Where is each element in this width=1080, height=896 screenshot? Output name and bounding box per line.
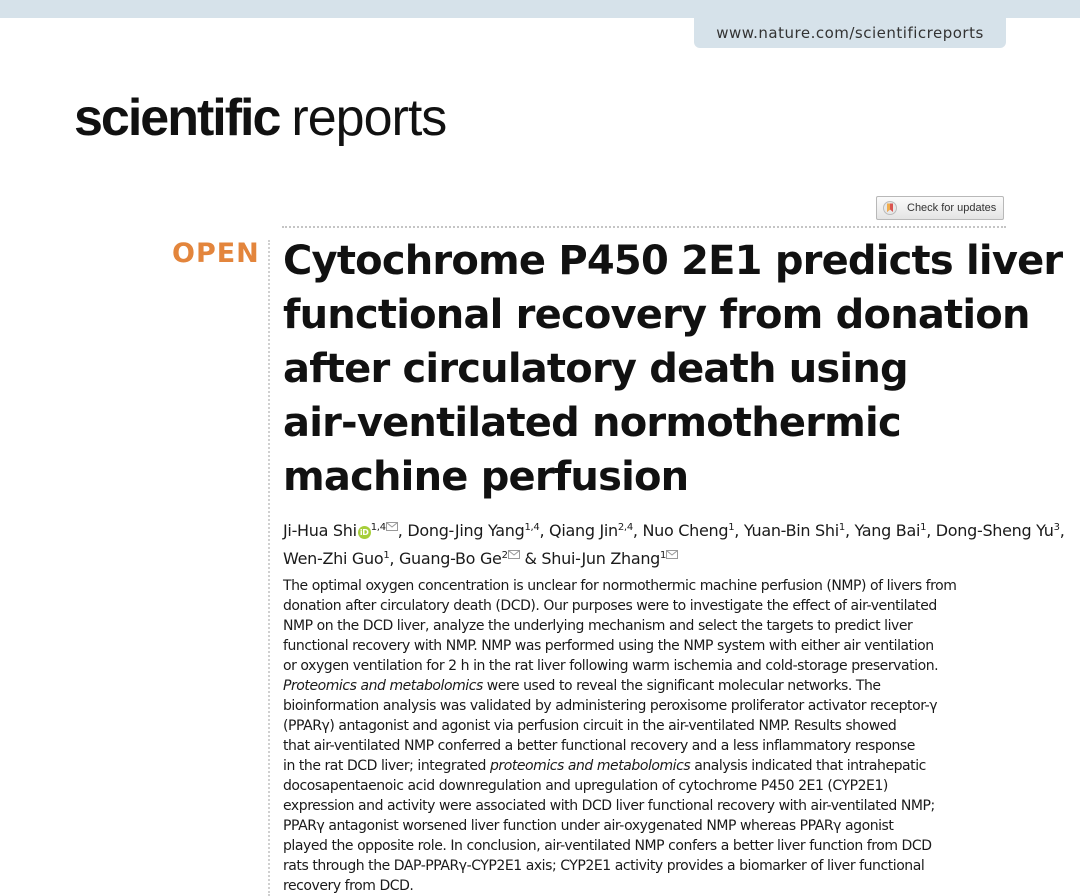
author-name: Wen-Zhi Guo xyxy=(283,548,384,568)
abstract-text: (PPARγ) antagonist and agonist via perfusion circuit in the air-ventilated NMP. Results showed xyxy=(283,718,897,734)
journal-logo xyxy=(74,88,446,148)
abstract-text: functional recovery with NMP. NMP was performed using the NMP system with either air ventilation xyxy=(283,638,934,654)
email-icon[interactable] xyxy=(508,543,520,552)
abstract-line xyxy=(283,816,1023,836)
abstract xyxy=(283,576,1023,896)
check-for-updates-button[interactable] xyxy=(876,196,1004,220)
title-line: functional recovery from donation xyxy=(283,292,1030,338)
author-line: Wen-Zhi Guo$^1$, Guang-Bo Ge$^2$ & Shui-Jun Zhang$^1$ xyxy=(283,543,1023,571)
abstract-italic-text: proteomics and metabolomics xyxy=(489,758,691,774)
author-name: Yuan-Bin Shi xyxy=(743,521,839,540)
author-affiliation: 1 xyxy=(920,522,927,533)
abstract-text: docosapentaenoic acid downregulation and upregulation of cytochrome P450 2E1 (CYP2E1) xyxy=(283,778,888,794)
abstract-line xyxy=(283,676,1023,696)
author-affiliation: 1 xyxy=(838,522,845,533)
abstract-line xyxy=(283,576,1023,596)
abstract-text: analysis indicated that intrahepatic xyxy=(690,758,926,774)
abstract-line xyxy=(283,796,1023,816)
author[interactable] xyxy=(283,521,398,540)
title-line: Cytochrome P450 2E1 predicts liver xyxy=(283,238,1063,284)
author-name: Guang-Bo Ge xyxy=(398,548,502,568)
author[interactable] xyxy=(549,521,633,540)
article-title xyxy=(283,234,1063,504)
author-name: Nuo Cheng xyxy=(642,521,729,540)
abstract-line xyxy=(283,776,1023,796)
abstract-line xyxy=(283,856,1023,876)
abstract-line xyxy=(283,616,1023,636)
author-name: Dong-Sheng Yu xyxy=(935,521,1054,540)
left-margin-divider xyxy=(268,240,270,896)
abstract-line xyxy=(283,716,1023,736)
email-icon[interactable] xyxy=(386,515,398,524)
author[interactable] xyxy=(936,521,1060,540)
abstract-line xyxy=(283,636,1023,656)
abstract-italic-text: Proteomics and metabolomics xyxy=(283,678,483,694)
author[interactable] xyxy=(407,521,539,540)
abstract-line xyxy=(283,756,1023,776)
crossmark-icon xyxy=(883,201,897,215)
author-name: Ji-Hua Shi xyxy=(283,521,357,540)
author-name: Qiang Jin xyxy=(549,521,618,540)
abstract-text: that air-ventilated NMP conferred a better functional recovery and a less inflammatory response xyxy=(283,738,915,754)
title-line: air-ventilated normothermic xyxy=(283,400,901,446)
author-affiliation: 3 xyxy=(1053,522,1060,533)
abstract-text: played the opposite role. In conclusion, air-ventilated NMP confers a better liver function from DCD xyxy=(283,838,932,854)
journal-name-bold: scientific xyxy=(74,89,280,147)
abstract-line xyxy=(283,736,1023,756)
abstract-text: PPARγ antagonist worsened liver function under air-oxygenated NMP whereas PPARγ agonist xyxy=(283,818,894,834)
abstract-text: expression and activity were associated with DCD liver functional recovery with air-ventilated NMP; xyxy=(283,798,935,814)
author-name: Shui-Jun Zhang xyxy=(541,548,661,568)
abstract-line xyxy=(283,596,1023,616)
email-icon[interactable] xyxy=(666,543,678,552)
abstract-line xyxy=(283,656,1023,676)
author-affiliation: 1 xyxy=(660,549,667,561)
abstract-line xyxy=(283,876,1023,896)
abstract-text: were used to reveal the significant molecular networks. The xyxy=(482,678,881,694)
author-affiliation: 1 xyxy=(383,549,390,561)
author[interactable] xyxy=(744,521,845,540)
orcid-icon[interactable]: iD xyxy=(358,526,371,539)
abstract-text: donation after circulatory death (DCD). Our purposes were to investigate the effect of air-ventilated xyxy=(283,598,937,614)
author-affiliation: 1 xyxy=(728,522,735,533)
author-affiliation: 1,4 xyxy=(370,522,386,533)
abstract-text: rats through the DAP-PPARγ-CYP2E1 axis; CYP2E1 activity provides a biomarker of liver functional xyxy=(283,858,925,874)
author[interactable] xyxy=(283,549,389,568)
abstract-text: The optimal oxygen concentration is unclear for normothermic machine perfusion (NMP) of livers from xyxy=(283,578,957,594)
author-name: Yang Bai xyxy=(854,521,921,540)
author-line: Ji-Hua Shi iD $^{1,4}$ , Dong-Jing Yang$^{1,4}$, Qiang Jin$^{2,4}$, Nuo Cheng$^1$, Yuan-Bin Shi$^1$, Yang Bai$^1$, Dong-Sheng Yu$^3$, xyxy=(283,515,1023,543)
abstract-line xyxy=(283,696,1023,716)
journal-name-light: reports xyxy=(291,89,447,147)
author-affiliation: 2 xyxy=(501,549,508,561)
author-affiliation: 1,4 xyxy=(524,522,540,533)
top-band xyxy=(0,0,1080,18)
check-for-updates-label: Check for updates xyxy=(907,202,997,214)
author-list xyxy=(283,515,1065,570)
author[interactable] xyxy=(855,521,927,540)
author[interactable] xyxy=(399,549,520,568)
abstract-line xyxy=(283,836,1023,856)
abstract-text: NMP on the DCD liver, analyze the underlying mechanism and select the targets to predict liver xyxy=(283,618,913,634)
journal-url-tab[interactable]: www.nature.com/scientificreports xyxy=(694,18,1006,48)
author[interactable] xyxy=(541,549,678,568)
abstract-text: bioinformation analysis was validated by administering peroxisome proliferator activator receptor-γ xyxy=(283,698,938,714)
title-line: machine perfusion xyxy=(283,454,689,500)
author-affiliation: 2,4 xyxy=(617,522,633,533)
title-line: after circulatory death using xyxy=(283,346,908,392)
abstract-text: or oxygen ventilation for 2 h in the rat liver following warm ischemia and cold-storage preservation. xyxy=(283,658,939,674)
abstract-text: recovery from DCD. xyxy=(283,878,414,894)
title-top-divider xyxy=(282,226,1006,228)
abstract-text: in the rat DCD liver; integrated xyxy=(283,758,490,774)
author-name: Dong-Jing Yang xyxy=(407,521,525,540)
open-access-badge: OPEN xyxy=(172,238,260,269)
author[interactable] xyxy=(642,521,734,540)
